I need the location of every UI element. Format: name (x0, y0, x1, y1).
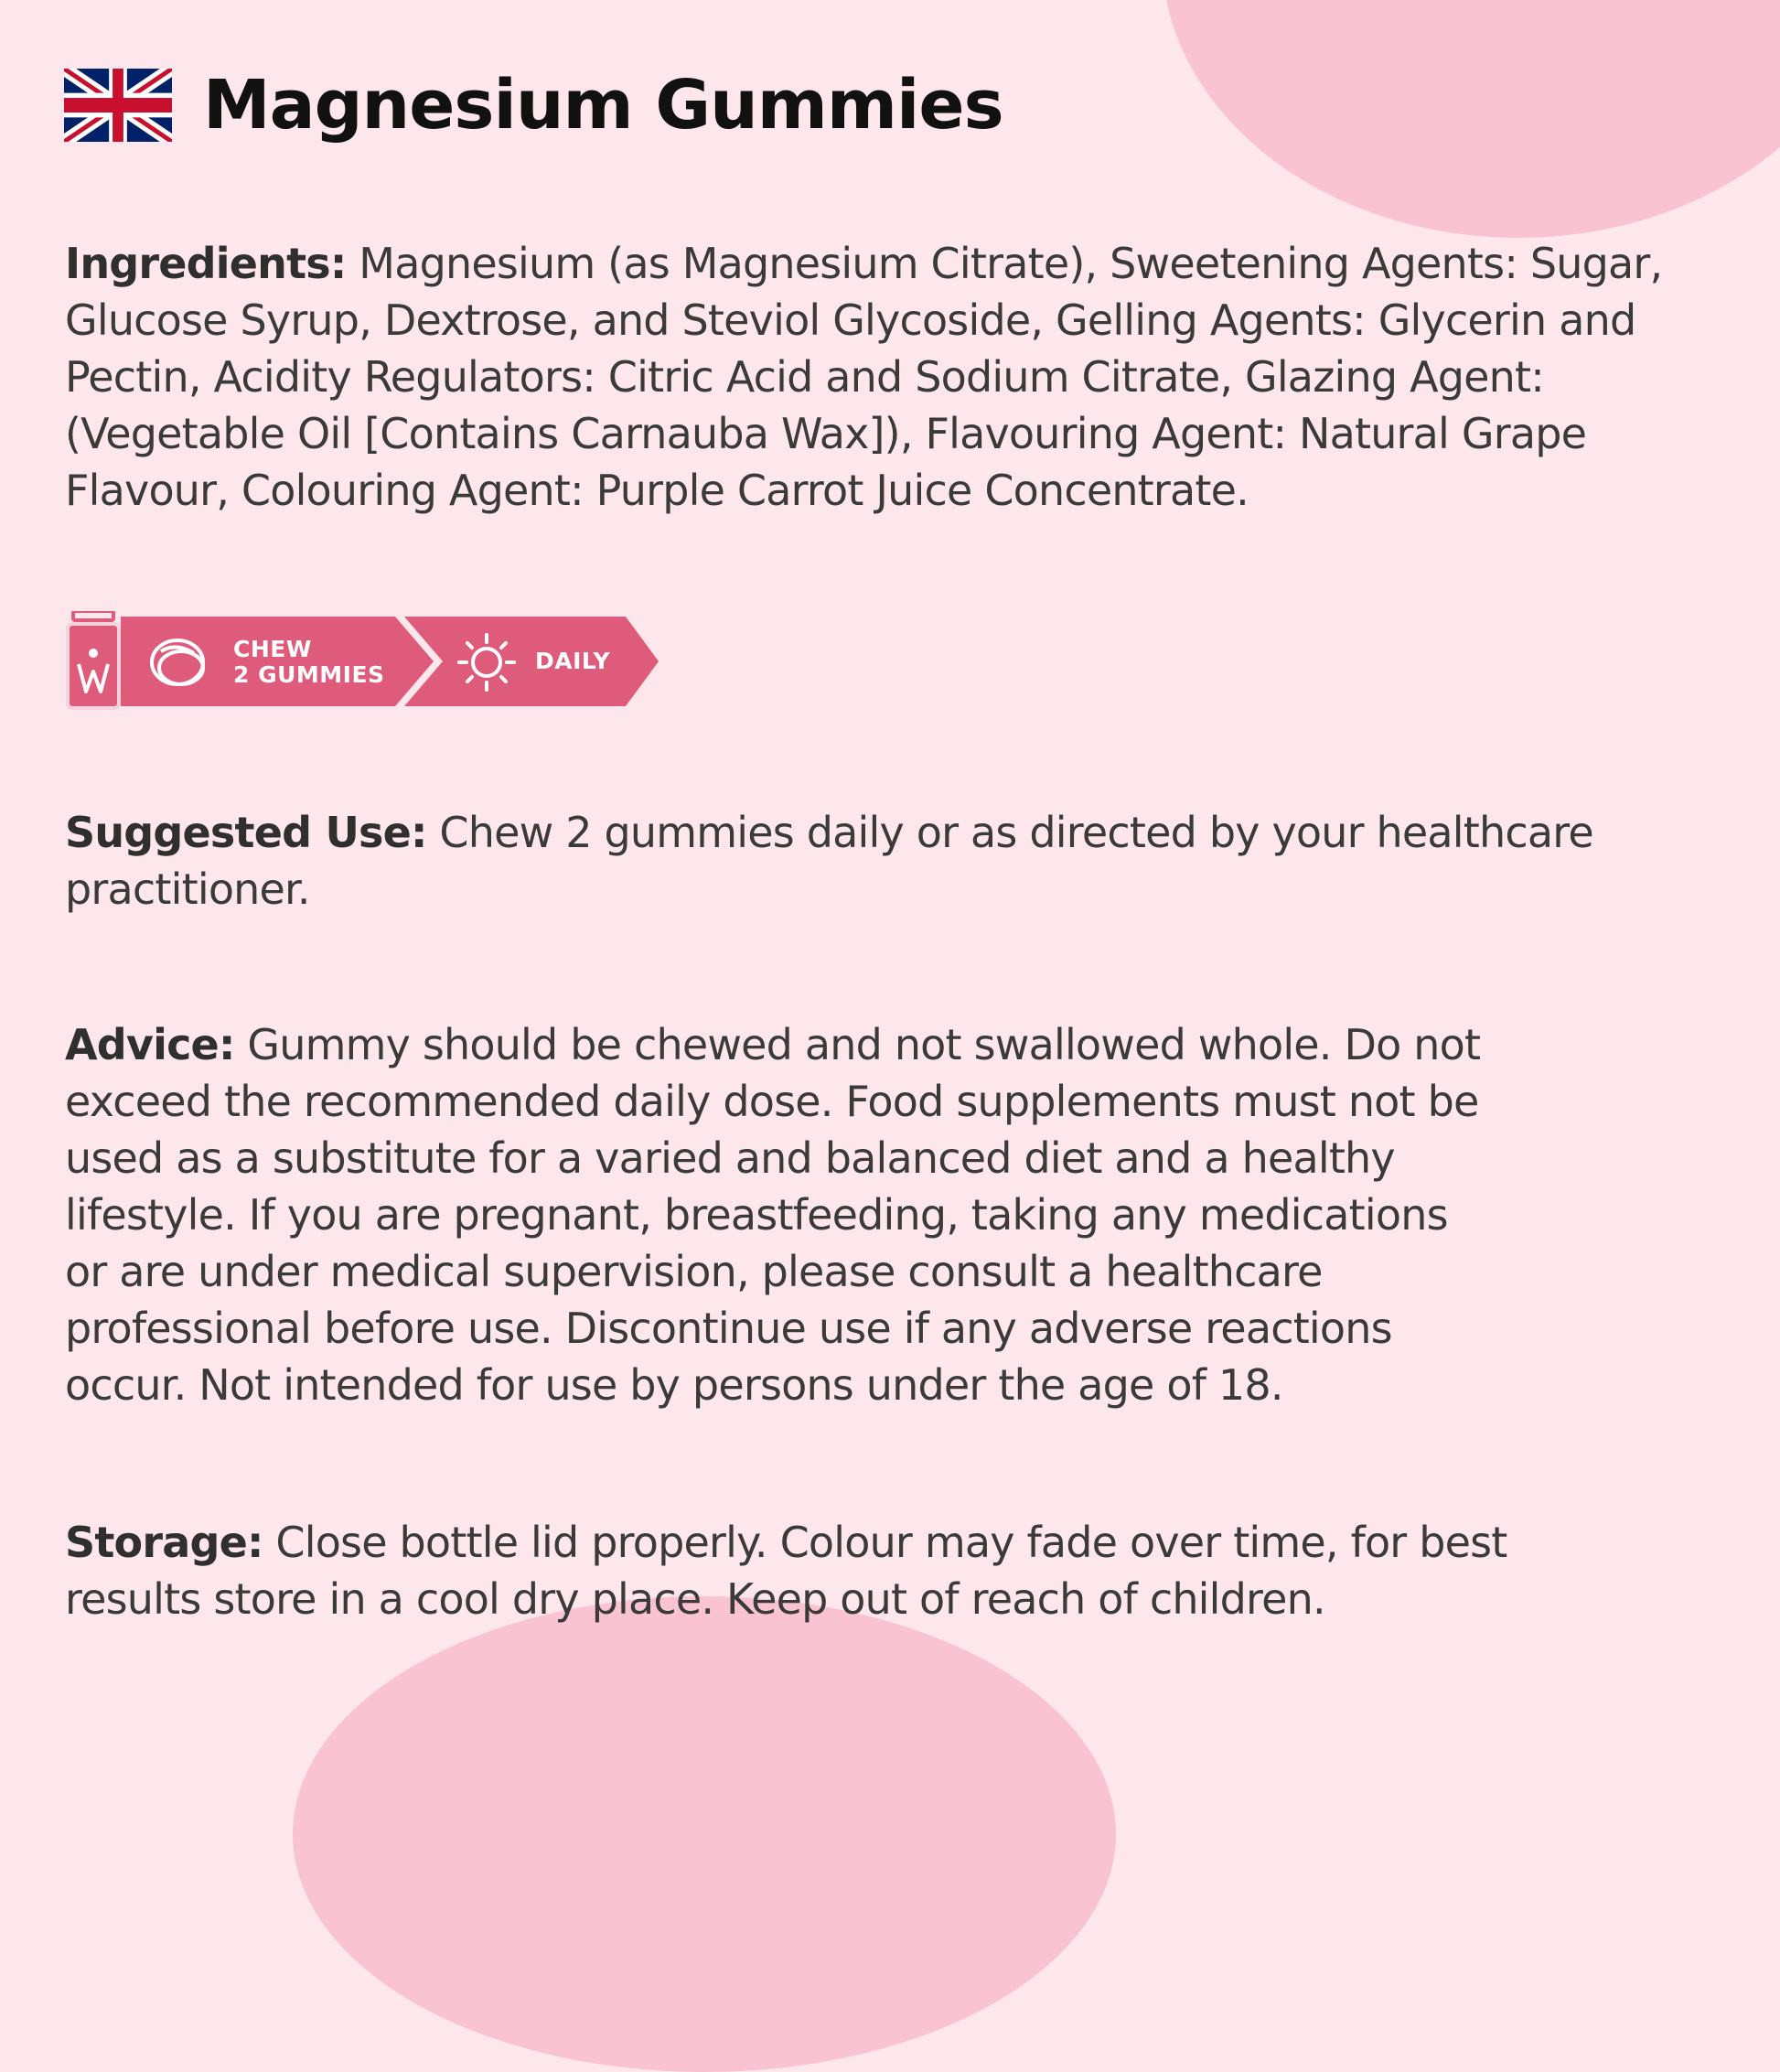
page-header (64, 66, 1003, 145)
page-title: Magnesium Gummies (203, 66, 1003, 145)
storage-line: results store in a cool dry place. Keep out of reach of children. (65, 1574, 1325, 1624)
ingredients-section (65, 235, 1730, 519)
decorative-blob-top (1162, 0, 1780, 238)
advice-section (65, 1016, 1730, 1413)
suggested-use-label: Suggested Use: (65, 808, 427, 857)
suggested-use-line: Suggested Use: Chew 2 gummies daily or as directed by your healthcare (65, 808, 1593, 857)
chew-label: CHEW (233, 636, 312, 662)
advice-label: Advice: (65, 1020, 235, 1069)
advice-line: used as a substitute for a varied and balanced diet and a healthy (65, 1133, 1395, 1183)
ingredients-line: Ingredients: Magnesium (as Magnesium Citrate), Sweetening Agents: Sugar, (65, 239, 1663, 288)
ingredients-line: (Vegetable Oil [Contains Carnauba Wax]), Flavouring Agent: Natural Grape (65, 409, 1587, 458)
daily-label: DAILY (535, 648, 611, 674)
advice-line: occur. Not intended for use by persons under the age of 18. (65, 1360, 1283, 1410)
suggested-use-section (65, 804, 1730, 918)
ingredients-line: Pectin, Acidity Regulators: Citric Acid and Sodium Citrate, Glazing Agent: (65, 352, 1544, 402)
bottle-icon (68, 611, 119, 708)
ingredients-line: Glucose Syrup, Dextrose, and Steviol Glycoside, Gelling Agents: Glycerin and (65, 295, 1636, 345)
advice-line: professional before use. Discontinue use if any adverse reactions (65, 1304, 1392, 1353)
advice-line: or are under medical supervision, please consult a healthcare (65, 1247, 1323, 1296)
advice-line: lifestyle. If you are pregnant, breastfeeding, taking any medications (65, 1190, 1448, 1240)
advice-line: exceed the recommended daily dose. Food supplements must not be (65, 1077, 1479, 1126)
storage-section (65, 1514, 1730, 1627)
decorative-blob-bottom (293, 1596, 1116, 2072)
storage-label: Storage: (65, 1518, 263, 1567)
ingredients-label: Ingredients: (65, 239, 347, 288)
suggested-use-line: practitioner. (65, 864, 310, 914)
dose-banner (66, 611, 660, 712)
ingredients-line: Flavour, Colouring Agent: Purple Carrot Juice Concentrate. (65, 466, 1249, 515)
uk-flag-icon (64, 69, 172, 142)
storage-line: Storage: Close bottle lid properly. Colour may fade over time, for best (65, 1518, 1507, 1567)
daily-segment (404, 617, 659, 706)
gummies-count-label: 2 GUMMIES (233, 661, 385, 688)
advice-line: Advice: Gummy should be chewed and not swallowed whole. Do not (65, 1020, 1481, 1069)
